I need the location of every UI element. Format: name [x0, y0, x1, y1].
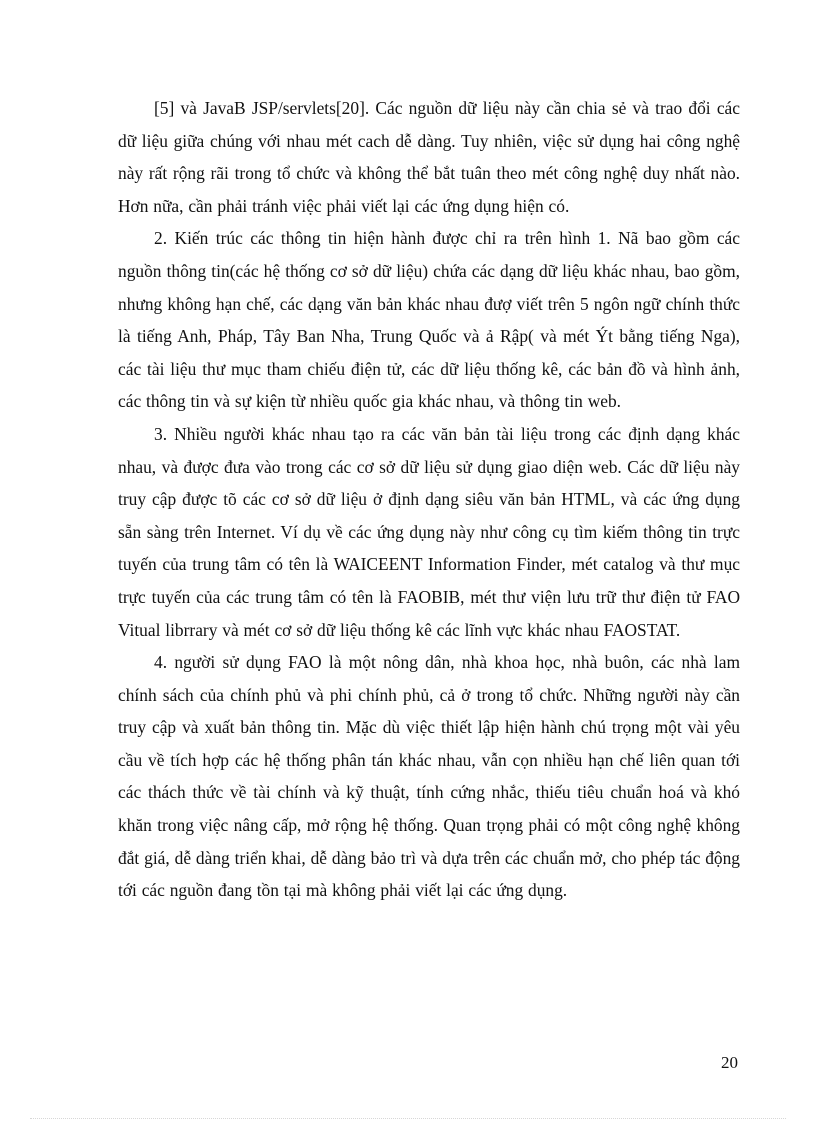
paragraph-2: 2. Kiến trúc các thông tin hiện hành được chỉ ra trên hình 1. Nã bao gồm các nguồn thông tin(các hệ thống cơ sở dữ liệu) chứa các dạng dữ liệu khác nhau, bao gồm, nhưng không hạn chế, các dạng văn bản khác nhau đượ viết trên 5 ngôn ngữ chính thức là tiếng Anh, Pháp, Tây Ban Nha, Trung Quốc và ả Rập( và mét Ýt bằng tiếng Nga), các tài liệu thư mục tham chiếu điện tử, các dữ liệu thống kê, các bản đồ và hình ảnh, các thông tin và sự kiện từ nhiều quốc gia khác nhau, và thông tin web.	[118, 228, 740, 412]
page-body	[118, 92, 740, 907]
paragraph-4: 4. người sử dụng FAO là một nông dân, nhà khoa học, nhà buôn, các nhà lam chính sách của chính phủ và phi chính phủ, cả ở trong tổ chức. Những người này cần truy cập và xuất bản thông tin. Mặc dù việc thiết lập hiện hành chú trọng một vài yêu cầu về tích hợp các hệ thống phân tán khác nhau, vẫn cọn nhiều hạn chế liên quan tới các thách thức về tài chính và kỹ thuật, tính cứng nhắc, thiếu tiêu chuẩn hoá và khó khăn trong việc nâng cấp, mở rộng hệ thống. Quan trọng phải có một công nghệ không đắt giá, dễ dàng triển khai, dễ dàng bảo trì và dựa trên các chuẩn mở, cho phép tác động tới các nguồn đang tồn tại mà không phải viết lại các ứng dụng.	[118, 652, 740, 901]
page-bottom-divider	[30, 1118, 786, 1119]
paragraph-3: 3. Nhiều người khác nhau tạo ra các văn bản tài liệu trong các định dạng khác nhau, và được đưa vào trong các cơ sở dữ liệu sử dụng giao diện web. Các dữ liệu này truy cập được tõ các cơ sở dữ liệu ở định dạng siêu văn bản HTML, và các ứng dụng sẵn sàng trên Internet. Ví dụ về các ứng dụng này như công cụ tìm kiếm thông tin trực tuyến của trung tâm có tên là WAICEENT Information Finder, mét catalog và thư mục trực tuyến của các trung tâm có tên là FAOBIB, mét thư viện lưu trữ thư điện tử FAO Vitual librrary và mét cơ sở dữ liệu thống kê các lĩnh vực khác nhau FAOSTAT.	[118, 423, 740, 640]
page-number: 20	[721, 1053, 738, 1072]
paragraph-1: [5] và JavaB JSP/servlets[20]. Các nguồn dữ liệu này cần chia sẻ và trao đổi các dữ liệu giữa chúng với nhau mét cach dễ dàng. Tuy nhiên, việc sử dụng hai công nghệ này rất rộng rãi trong tổ chức và không thể bắt tuân theo mét công nghệ duy nhất nào. Hơn nữa, cần phải tránh việc phải viết lại các ứng dụng hiện có.	[118, 98, 740, 216]
